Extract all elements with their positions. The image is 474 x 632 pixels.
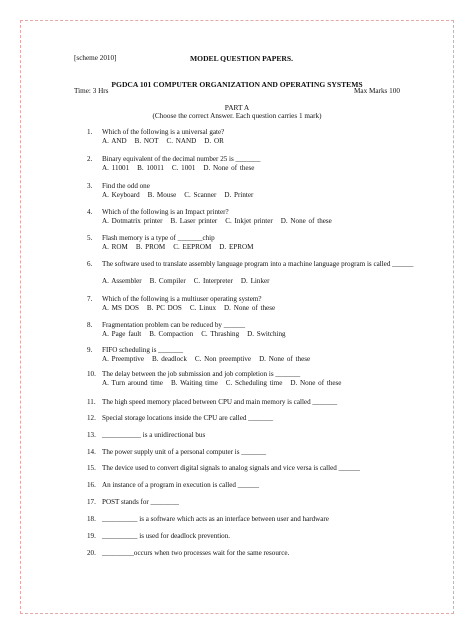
options: A. Assembler B. Compiler C. Interpreter D. Linker (102, 277, 270, 285)
time-label: Time: 3 Hrs (74, 87, 109, 95)
scheme-label: [scheme 2010] (74, 54, 117, 62)
max-marks-label: Max Marks 100 (354, 87, 400, 95)
options: A. MS DOS B. PC DOS C. Linux D. None of these (102, 303, 276, 312)
course-title: PGDCA 101 COMPUTER ORGANIZATION AND OPERATING SYSTEMS (111, 80, 363, 89)
options: A. Keyboard B. Mouse C. Scanner D. Printer (102, 190, 254, 199)
document-title: MODEL QUESTION PAPERS. (190, 54, 294, 63)
options: A. 11001 B. 10011 C. 1001 D. None of these (102, 163, 255, 172)
options: A. Page fault B. Compaction C. Thrashing D. Switching (102, 329, 286, 338)
options: A. AND B. NOT C. NAND D. OR (102, 136, 224, 145)
part-heading: PART A (224, 103, 250, 112)
options: A. Dotmatrix printer B. Laser printer C. Inkjet printer D. None of these (102, 216, 332, 225)
options: A. ROM B. PROM C. EEPROM D. EPROM (102, 242, 254, 251)
instruction-text: (Choose the correct Answer. Each question carries 1 mark) (152, 112, 322, 120)
options: A. Preemptive B. deadlock C. Non preemptive D. None of these (102, 354, 311, 363)
options: A. Turn around time B. Waiting time C. Scheduling time D. None of these (102, 378, 342, 387)
